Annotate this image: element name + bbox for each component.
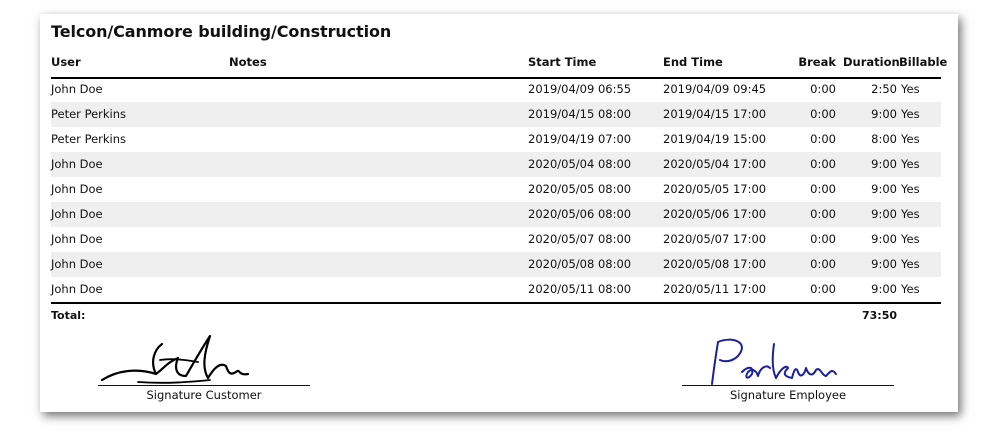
employee-signature-caption: Signature Employee xyxy=(729,388,847,402)
table-row xyxy=(51,152,941,177)
header-end-time: End Time xyxy=(663,55,723,69)
cell-user: John Doe xyxy=(51,182,103,196)
cell-break: 0:00 xyxy=(810,132,836,146)
cell-end-time: 2019/04/15 17:00 xyxy=(663,107,767,121)
cell-start-time: 2019/04/15 08:00 xyxy=(528,107,632,121)
cell-break: 0:00 xyxy=(810,232,836,246)
cell-break: 0:00 xyxy=(810,207,836,221)
cell-user: John Doe xyxy=(51,282,103,296)
cell-break: 0:00 xyxy=(810,82,836,96)
cell-billable: Yes xyxy=(901,157,920,171)
employee-signature-line xyxy=(682,385,894,386)
cell-duration: 9:00 xyxy=(871,107,897,121)
cell-break: 0:00 xyxy=(810,107,836,121)
cell-end-time: 2020/05/06 17:00 xyxy=(663,207,767,221)
cell-duration: 9:00 xyxy=(871,207,897,221)
cell-end-time: 2019/04/09 09:45 xyxy=(663,82,767,96)
table-row xyxy=(51,252,941,277)
cell-billable: Yes xyxy=(901,82,920,96)
cell-user: John Doe xyxy=(51,232,103,246)
table-body xyxy=(51,77,941,302)
cell-user: Peter Perkins xyxy=(51,132,127,146)
cell-billable: Yes xyxy=(901,282,920,296)
cell-duration: 8:00 xyxy=(871,132,897,146)
cell-duration: 9:00 xyxy=(871,232,897,246)
cell-user: Peter Perkins xyxy=(51,107,127,121)
table-row xyxy=(51,127,941,152)
customer-signature-caption: Signature Customer xyxy=(146,388,262,402)
header-notes: Notes xyxy=(229,55,267,69)
report-title: Telcon/Canmore building/Construction xyxy=(51,22,392,41)
cell-break: 0:00 xyxy=(810,282,836,296)
cell-user: John Doe xyxy=(51,257,103,271)
cell-start-time: 2020/05/04 08:00 xyxy=(528,157,632,171)
cell-billable: Yes xyxy=(901,257,920,271)
cell-duration: 9:00 xyxy=(871,182,897,196)
employee-signature-block xyxy=(682,332,894,410)
cell-break: 0:00 xyxy=(810,257,836,271)
header-user: User xyxy=(51,55,81,69)
cell-user: John Doe xyxy=(51,157,103,171)
table-header xyxy=(51,55,948,79)
cell-end-time: 2019/04/19 15:00 xyxy=(663,132,767,146)
table-row xyxy=(51,277,941,302)
cell-start-time: 2020/05/08 08:00 xyxy=(528,257,632,271)
cell-billable: Yes xyxy=(901,107,920,121)
report-sheet xyxy=(40,14,958,412)
table-row xyxy=(51,177,941,202)
cell-user: John Doe xyxy=(51,207,103,221)
cell-billable: Yes xyxy=(901,232,920,246)
cell-start-time: 2020/05/07 08:00 xyxy=(528,232,632,246)
cell-start-time: 2020/05/06 08:00 xyxy=(528,207,632,221)
cell-duration: 9:00 xyxy=(871,282,897,296)
cell-end-time: 2020/05/05 17:00 xyxy=(663,182,767,196)
employee-signature-image xyxy=(682,332,894,392)
table-row xyxy=(51,227,941,252)
header-billable: Billable xyxy=(899,55,948,69)
header-break: Break xyxy=(798,55,836,69)
cell-end-time: 2020/05/04 17:00 xyxy=(663,157,767,171)
customer-signature-line xyxy=(98,385,310,386)
cell-start-time: 2020/05/05 08:00 xyxy=(528,182,632,196)
table-row xyxy=(51,102,941,127)
total-label: Total: xyxy=(51,309,86,322)
cell-billable: Yes xyxy=(901,132,920,146)
cell-break: 0:00 xyxy=(810,182,836,196)
cell-user: John Doe xyxy=(51,82,103,96)
cell-billable: Yes xyxy=(901,182,920,196)
header-duration: Duration xyxy=(843,55,900,69)
header-start-time: Start Time xyxy=(528,55,597,69)
cell-break: 0:00 xyxy=(810,157,836,171)
cell-duration: 9:00 xyxy=(871,157,897,171)
cell-start-time: 2019/04/19 07:00 xyxy=(528,132,632,146)
cell-start-time: 2019/04/09 06:55 xyxy=(528,82,632,96)
total-row xyxy=(51,302,941,326)
table-row xyxy=(51,202,941,227)
customer-signature-image xyxy=(98,332,310,392)
table-row xyxy=(51,77,941,102)
customer-signature-block xyxy=(98,332,310,410)
total-duration: 73:50 xyxy=(861,309,897,322)
cell-duration: 2:50 xyxy=(871,82,897,96)
cell-end-time: 2020/05/07 17:00 xyxy=(663,232,767,246)
cell-duration: 9:00 xyxy=(871,257,897,271)
cell-billable: Yes xyxy=(901,207,920,221)
cell-start-time: 2020/05/11 08:00 xyxy=(528,282,632,296)
cell-end-time: 2020/05/08 17:00 xyxy=(663,257,767,271)
cell-end-time: 2020/05/11 17:00 xyxy=(663,282,767,296)
